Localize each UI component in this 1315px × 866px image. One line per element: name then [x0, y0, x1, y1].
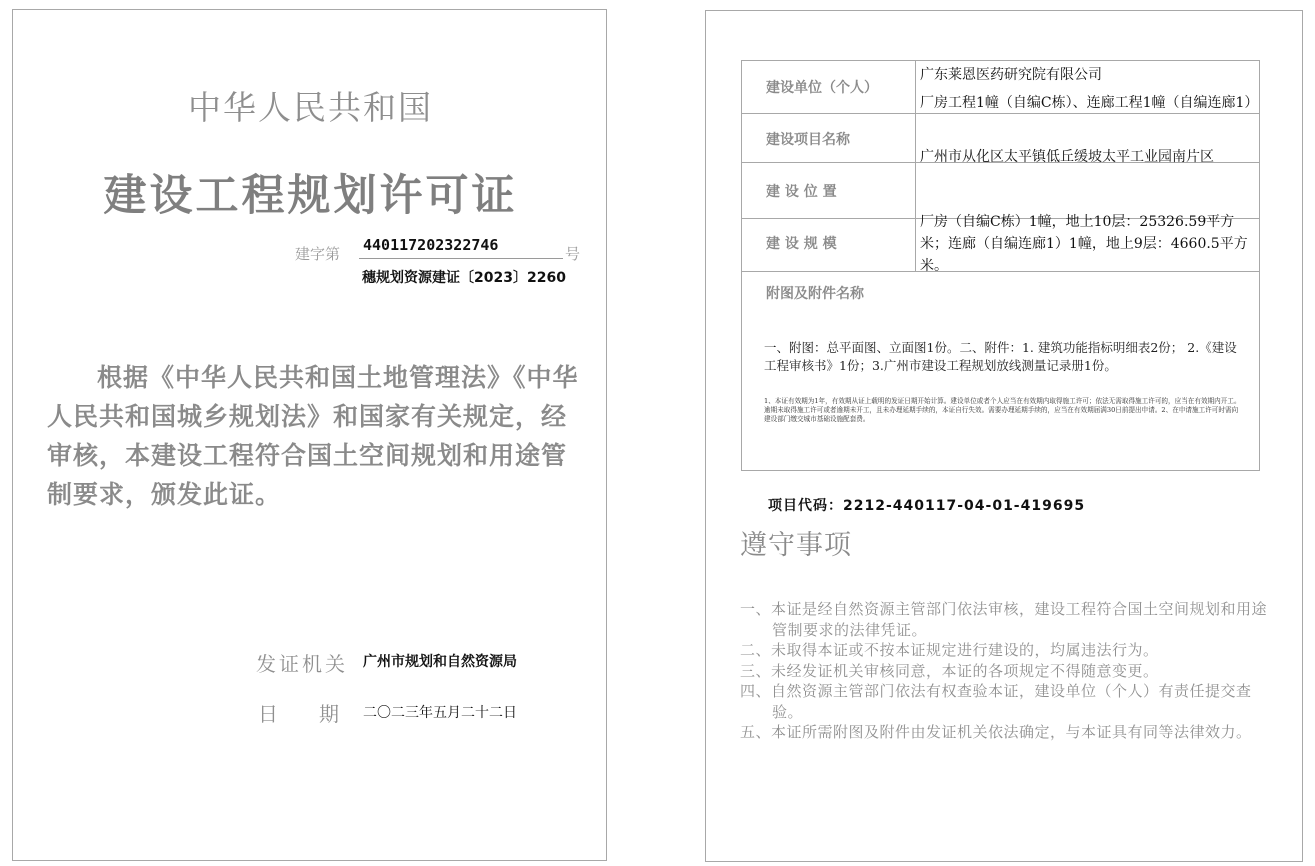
unit-label: 建设单位（个人）: [766, 80, 878, 96]
unit-value: 广东莱恩医药研究院有限公司: [920, 67, 1102, 83]
date-label-second-char: 期: [319, 702, 339, 726]
notice-item: 五、本证所需附图及附件由发证机关依法确定，与本证具有同等法律效力。: [740, 723, 1252, 741]
notice-item: 一、本证是经自然资源主管部门依法审核，建设工程符合国土空间规划和用途管制要求的法律凭证。: [740, 600, 1268, 639]
permit-number-prefix: 建字第: [295, 245, 341, 263]
permit-back-page: [705, 10, 1303, 862]
scale-label: 建 设 规 模: [766, 236, 837, 252]
permit-number: 440117202322746: [363, 236, 499, 254]
project-name-value: 厂房工程1幢（自编C栋）、连廊工程1幢（自编连廊1）: [920, 95, 1259, 111]
issuer-name: 广州市规划和自然资源局: [363, 654, 517, 670]
date-label-first-char: 日: [258, 702, 278, 726]
permit-number-suffix: 号: [565, 245, 581, 263]
project-info-table: [741, 60, 1260, 471]
issue-date: 二〇二三年五月二十二日: [363, 705, 517, 721]
document-number: 穗规划资源建证〔2023〕2260: [362, 270, 566, 286]
attachment-list: 一、附图：总平面图、立面图1份。二、附件：1. 建筑功能指标明细表2份； 2.《建设工程审核书》1份；3.广州市建设工程规划放线测量记录册1份。: [764, 340, 1237, 373]
permit-number-underline: [359, 258, 563, 259]
location-label: 建 设 位 置: [766, 184, 837, 200]
country-name: 中华人民共和国: [188, 88, 433, 127]
location-value: 广州市从化区太平镇低丘缓坡太平工业园南片区: [920, 149, 1214, 165]
attachment-label: 附图及附件名称: [766, 286, 864, 302]
validity-note: 1、本证有效期为1年，有效期从证上载明的发证日期开始计算。建设单位或者个人应当在有效期内取得施工许可；依法无需取得施工许可的，应当在有效期内开工。逾期未取得施工许可或者逾期未开工，且未办理延期手续的，本证自行失效。需要办理延期手续的，应当在有效期届满30日前提出申请。2、在申请施工许可时需向建设部门缴交城市基础设施配套费。: [764, 397, 1241, 423]
notice-item: 四、自然资源主管部门依法有权查验本证，建设单位（个人）有责任提交查验。: [740, 682, 1252, 721]
project-name-label: 建设项目名称: [766, 132, 850, 148]
issuer-label: 发证机关: [256, 652, 348, 676]
permit-front-page: [12, 9, 607, 861]
permit-title: 建设工程规划许可证: [103, 171, 518, 221]
notice-title: 遵守事项: [740, 530, 852, 561]
legal-basis-text: 根据《中华人民共和国土地管理法》《中华人民共和国城乡规划法》和国家有关规定，经审核，本建设工程符合国土空间规划和用途管制要求，颁发此证。: [47, 363, 579, 509]
notice-item: 二、未取得本证或不按本证规定进行建设的，均属违法行为。: [740, 641, 1159, 659]
project-code: 项目代码：2212-440117-04-01-419695: [768, 498, 1086, 514]
scale-value: 厂房（自编C栋）1幢，地上10层：25326.59平方米；连廊（自编连廊1）1幢，地上9层：4660.5平方米。: [920, 214, 1248, 274]
table-column-divider: [915, 61, 916, 271]
notice-item: 三、未经发证机关审核同意，本证的各项规定不得随意变更。: [740, 661, 1159, 680]
notice-list: [740, 599, 1280, 743]
